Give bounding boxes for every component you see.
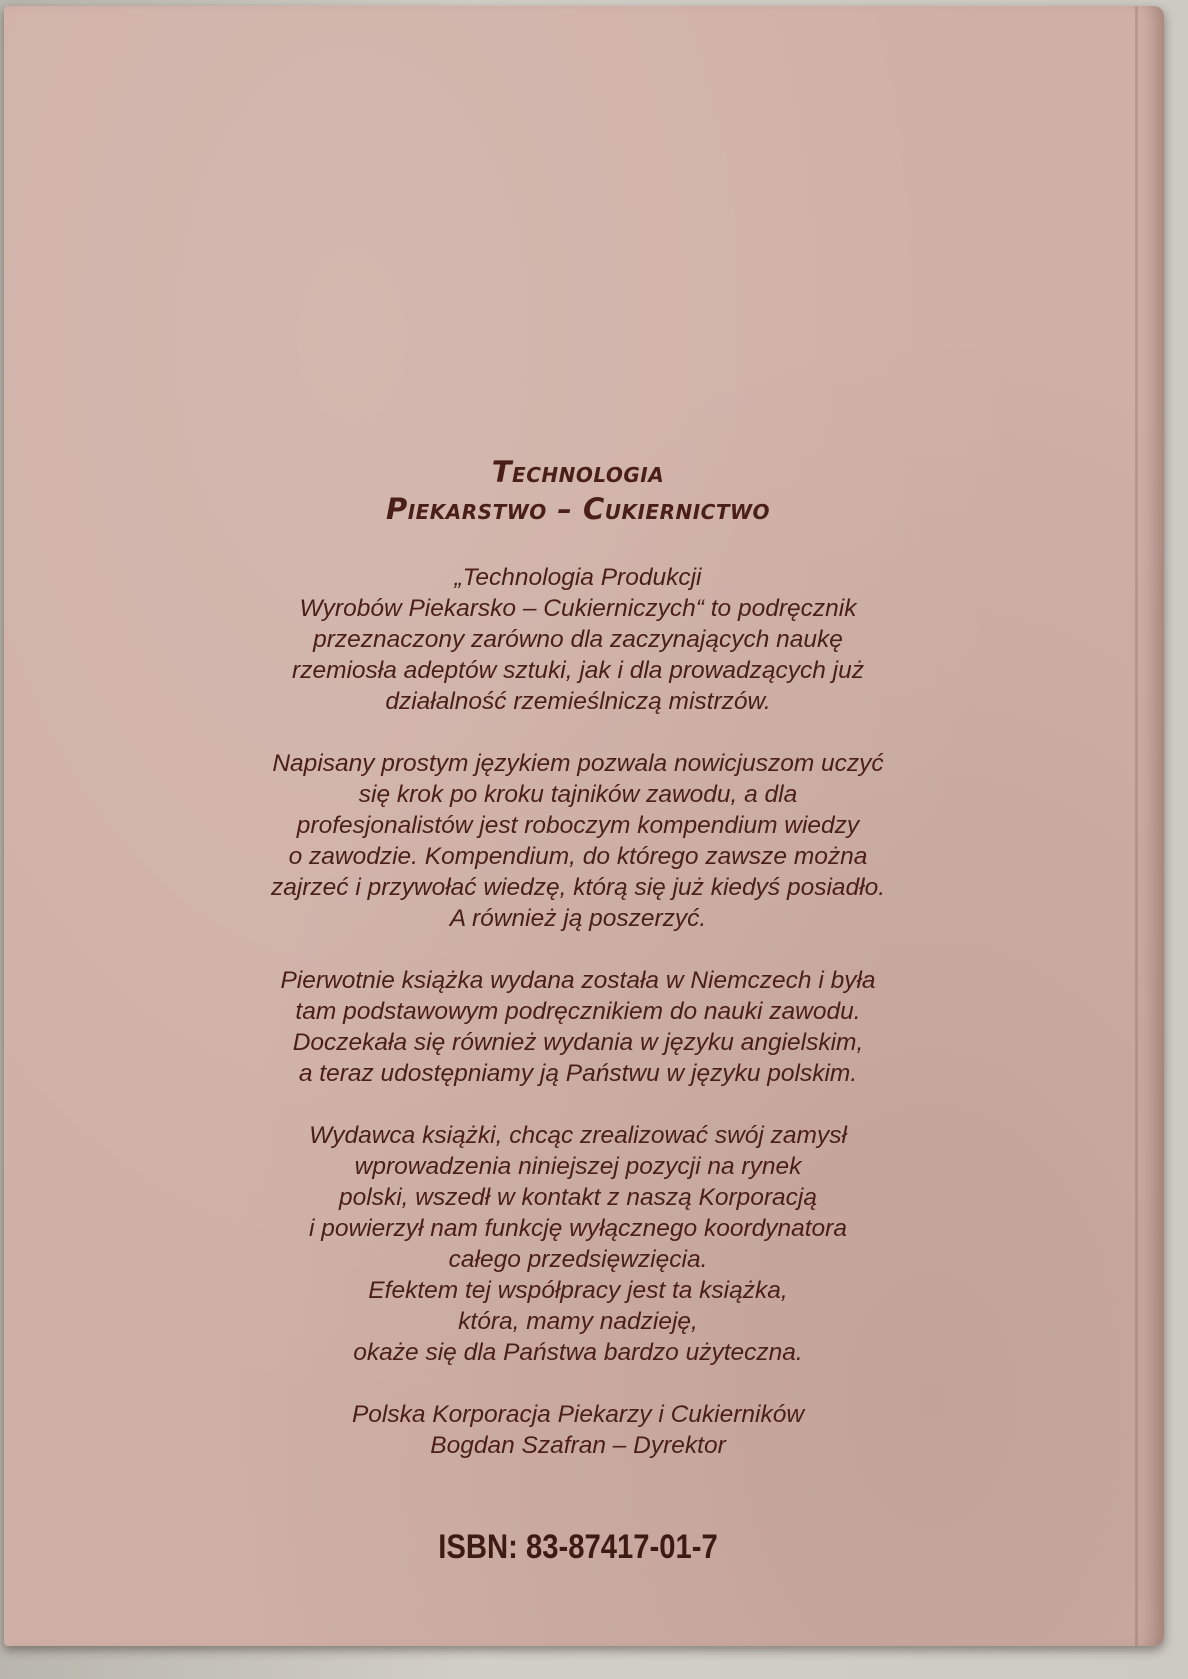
text-line: całego przedsięwzięcia. — [448, 1246, 708, 1273]
text-line: przeznaczony zarówno dla zaczynających naukę — [313, 626, 843, 653]
signature-person: Bogdan Szafran – Dyrektor — [430, 1432, 726, 1459]
blurb-paragraph-3 — [4, 965, 1152, 1089]
signature-block — [4, 1399, 1152, 1461]
text-line: Wydawca książki, chcąc zrealizować swój zamysł — [309, 1122, 847, 1149]
text-line: zajrzeć i przywołać wiedzę, którą się już kiedyś posiadło. — [270, 874, 886, 901]
book-back-cover — [4, 6, 1164, 1646]
text-line: Pierwotnie książka wydana została w Niemczech i była — [280, 967, 876, 994]
text-line: wprowadzenia niniejszej pozycji na rynek — [354, 1153, 802, 1180]
book-title — [4, 454, 1152, 528]
text-line: okaże się dla Państwa bardzo użyteczna. — [353, 1339, 803, 1366]
text-line: o zawodzie. Kompendium, do którego zawsze można — [288, 843, 868, 870]
text-line: polski, wszedł w kontakt z naszą Korporacją — [339, 1184, 817, 1211]
text-line: a teraz udostępniamy ją Państwu w języku polskim. — [298, 1060, 858, 1087]
text-line: Napisany prostym językiem pozwala nowicjuszom uczyć — [272, 750, 884, 777]
text-line: tam podstawowym podręcznikiem do nauki zawodu. — [295, 998, 861, 1025]
text-line: Doczekała się również wydania w języku angielskim, — [292, 1029, 864, 1056]
text-line: działalność rzemieślniczą mistrzów. — [385, 688, 771, 715]
title-line-2: Piekarstwo – Cukiernictwo — [385, 492, 771, 526]
blurb-paragraph-2 — [4, 748, 1152, 934]
isbn-number: ISBN: 83-87417-01-7 — [438, 1528, 718, 1566]
text-line: Wyrobów Piekarsko – Cukierniczych“ to podręcznik — [299, 595, 857, 622]
signature-organization: Polska Korporacja Piekarzy i Cukierników — [351, 1401, 805, 1428]
text-line: „Technologia Produkcji — [454, 564, 702, 591]
text-line: A również ją poszerzyć. — [449, 905, 707, 932]
text-line: się krok po kroku tajników zawodu, a dla — [358, 781, 798, 808]
text-line: profesjonalistów jest roboczym kompendium wiedzy — [296, 812, 860, 839]
cover-text — [4, 454, 1152, 1567]
blurb-paragraph-4 — [4, 1120, 1152, 1368]
text-line: rzemiosła adeptów sztuki, jak i dla prowadzących już — [292, 657, 864, 684]
blurb-paragraph-1 — [4, 562, 1152, 717]
title-line-1: Technologia — [491, 455, 665, 489]
text-line: która, mamy nadzieję, — [458, 1308, 698, 1335]
text-line: Efektem tej współpracy jest ta książka, — [368, 1277, 788, 1304]
text-line: i powierzył nam funkcję wyłącznego koordynatora — [309, 1215, 847, 1242]
